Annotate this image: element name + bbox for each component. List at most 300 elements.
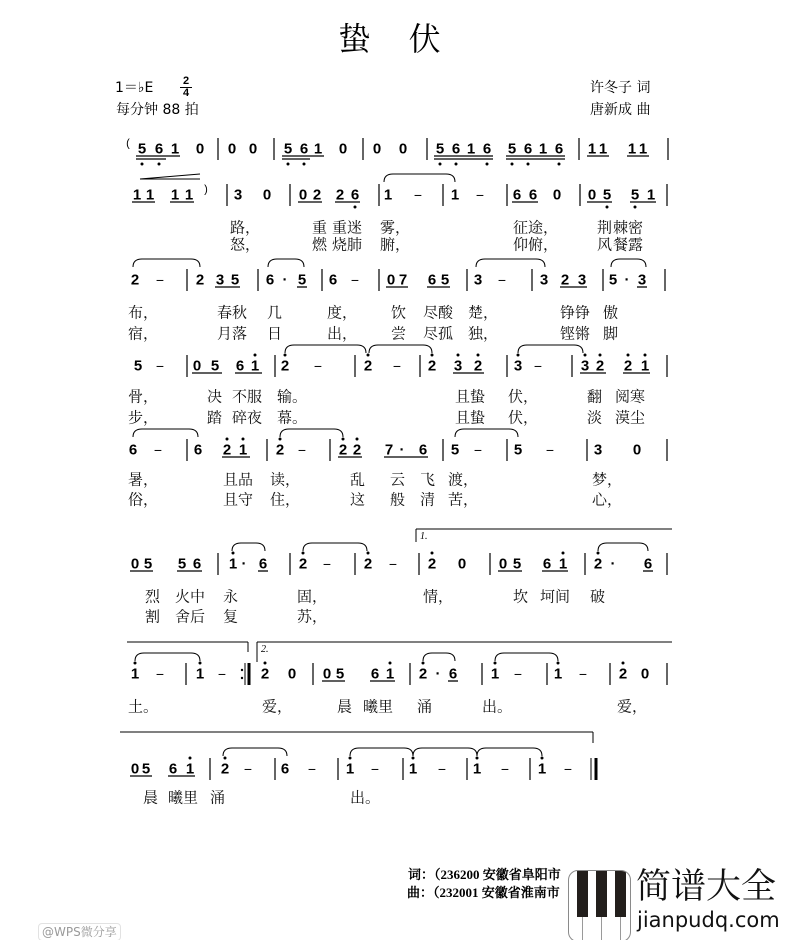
rest: 0 bbox=[632, 441, 642, 459]
slur-arc bbox=[133, 429, 198, 437]
lyric-verse-1: 爱， bbox=[617, 697, 648, 716]
duration-dash: − bbox=[475, 187, 485, 203]
high-octave-dot bbox=[134, 662, 137, 665]
lyric-verse-1: 荆 bbox=[597, 218, 613, 237]
lyric-verse-1: 且蛰 bbox=[455, 387, 486, 406]
note: 1 bbox=[238, 441, 248, 459]
tempo-marking: 每分钟 88 拍 bbox=[116, 102, 199, 118]
high-octave-dot bbox=[494, 662, 497, 665]
note: 6 bbox=[451, 140, 461, 158]
note: 1 bbox=[185, 760, 195, 778]
note: 7 bbox=[384, 441, 394, 459]
note: 6 bbox=[154, 140, 164, 158]
lyric-verse-1: 翻 bbox=[587, 387, 603, 406]
duration-dash: − bbox=[533, 358, 543, 374]
lyric-verse-1: 重迷 bbox=[332, 218, 363, 237]
high-octave-dot bbox=[367, 354, 370, 357]
rest: 0 bbox=[130, 760, 140, 778]
augmentation-dot: · bbox=[399, 441, 405, 459]
lyric-verse-2: 住， bbox=[270, 490, 301, 509]
rest: 0 bbox=[587, 186, 597, 204]
rest: 0 bbox=[130, 555, 140, 573]
note: 6 bbox=[523, 140, 533, 158]
lyric-verse-2: 苏， bbox=[297, 607, 328, 626]
note: 6 bbox=[265, 271, 275, 289]
time-signature bbox=[180, 76, 192, 99]
duration-dash: − bbox=[578, 666, 588, 682]
piano-keys-icon bbox=[568, 870, 631, 940]
duration-dash: − bbox=[370, 761, 380, 777]
note: 6 bbox=[554, 140, 564, 158]
lyric-verse-1: 渡， bbox=[448, 470, 479, 489]
low-octave-dot bbox=[455, 163, 458, 166]
note: 6 bbox=[328, 271, 338, 289]
note: 6 bbox=[482, 140, 492, 158]
lyric-verse-2: 尝 bbox=[391, 324, 407, 343]
high-octave-dot bbox=[254, 354, 257, 357]
duration-dash: − bbox=[413, 187, 423, 203]
note: 1 bbox=[383, 186, 393, 204]
high-octave-dot bbox=[584, 354, 587, 357]
high-octave-dot bbox=[517, 354, 520, 357]
note: 1 bbox=[313, 140, 323, 158]
volta-ending-label: 2. bbox=[261, 644, 269, 655]
high-octave-dot bbox=[232, 552, 235, 555]
note: 2 bbox=[427, 555, 437, 573]
note: 3 bbox=[233, 186, 243, 204]
note: 2 bbox=[595, 357, 605, 375]
note: 1 bbox=[627, 140, 637, 158]
song-title: 蛰 伏 bbox=[338, 20, 455, 58]
high-octave-dot bbox=[224, 757, 227, 760]
note: 1 bbox=[587, 140, 597, 158]
duration-dash: − bbox=[437, 761, 447, 777]
lyric-verse-2: 宿， bbox=[128, 324, 159, 343]
note: 3 bbox=[215, 271, 225, 289]
slur-arc bbox=[476, 259, 545, 267]
lyric-verse-1: 阅寒 bbox=[615, 387, 646, 406]
note: 2 bbox=[363, 357, 373, 375]
note: 2 bbox=[623, 357, 633, 375]
note: 5 bbox=[630, 186, 640, 204]
note: 1 bbox=[537, 760, 547, 778]
lyric-verse-2: 烧肺 bbox=[332, 235, 363, 254]
note: 1 bbox=[130, 665, 140, 683]
note: 3 bbox=[473, 271, 483, 289]
note: 5 bbox=[608, 271, 618, 289]
low-octave-dot bbox=[141, 163, 144, 166]
slur-arc bbox=[477, 748, 542, 756]
lyric-verse-1: 火中 bbox=[175, 587, 206, 606]
note: 1 bbox=[646, 186, 656, 204]
rest: 0 bbox=[457, 555, 467, 573]
high-octave-dot bbox=[541, 757, 544, 760]
low-octave-dot bbox=[439, 163, 442, 166]
lyric-verse-1: 且品 bbox=[223, 470, 254, 489]
lyric-verse-2: 苦， bbox=[448, 490, 479, 509]
repeat-dot bbox=[241, 669, 243, 671]
lyric-verse-1: 烈 bbox=[145, 587, 161, 606]
note: 1 bbox=[490, 665, 500, 683]
high-octave-dot bbox=[431, 354, 434, 357]
composer-credit: 唐新成 曲 bbox=[590, 102, 651, 118]
lyricist-address: 词：（236200 安徽省阜阳市 bbox=[408, 867, 561, 882]
high-octave-dot bbox=[356, 438, 359, 441]
note: 2 bbox=[418, 665, 428, 683]
duration-dash: − bbox=[217, 666, 227, 682]
duration-dash: − bbox=[350, 272, 360, 288]
rest: 0 bbox=[640, 665, 650, 683]
note: 6 bbox=[280, 760, 290, 778]
note: 6 bbox=[418, 441, 428, 459]
lyric-verse-2: 舍后 bbox=[175, 607, 206, 626]
note: 6 bbox=[193, 441, 203, 459]
lyric-verse-1: 傲 bbox=[603, 303, 619, 322]
lyric-verse-1: 坎 bbox=[513, 587, 529, 606]
lyric-verse-2: 且守 bbox=[223, 490, 254, 509]
lyric-verse-2: 俗， bbox=[128, 490, 159, 509]
duration-dash: − bbox=[297, 442, 307, 458]
slur-arc bbox=[598, 543, 648, 551]
lyric-verse-2: 餐露 bbox=[613, 235, 644, 254]
note: 6 bbox=[542, 555, 552, 573]
note: 1 bbox=[598, 140, 608, 158]
high-octave-dot bbox=[599, 354, 602, 357]
black-key bbox=[596, 871, 607, 917]
lyric-verse-1: 重 bbox=[312, 218, 328, 237]
lyric-verse-2: 仰俯， bbox=[513, 235, 559, 254]
high-octave-dot bbox=[644, 354, 647, 357]
lyric-verse-1: 几 bbox=[267, 303, 283, 322]
note: 5 bbox=[141, 760, 151, 778]
slur-arc bbox=[413, 748, 477, 756]
slur-arc bbox=[223, 748, 287, 756]
note: 3 bbox=[580, 357, 590, 375]
rest: 0 bbox=[386, 271, 396, 289]
high-octave-dot bbox=[597, 552, 600, 555]
lyric-verse-1: 出。 bbox=[350, 788, 381, 807]
note: 3 bbox=[453, 357, 463, 375]
slur-arc bbox=[285, 345, 366, 353]
high-octave-dot bbox=[476, 757, 479, 760]
high-octave-dot bbox=[189, 757, 192, 760]
lyric-verse-1: 破 bbox=[590, 587, 606, 606]
high-octave-dot bbox=[477, 354, 480, 357]
lyric-verse-1: 决 bbox=[207, 387, 223, 406]
note: 1 bbox=[385, 665, 395, 683]
repeat-dot bbox=[241, 677, 243, 679]
duration-dash: − bbox=[500, 761, 510, 777]
high-octave-dot bbox=[422, 662, 425, 665]
rest: 0 bbox=[552, 186, 562, 204]
lyric-verse-2: 复 bbox=[223, 607, 239, 626]
note: 1 bbox=[145, 186, 155, 204]
note: 2 bbox=[427, 357, 437, 375]
note: 1 bbox=[195, 665, 205, 683]
rest: 0 bbox=[287, 665, 297, 683]
slur-arc bbox=[135, 653, 200, 661]
lyric-verse-1: 涌 bbox=[210, 788, 226, 807]
lyric-verse-1: 固， bbox=[297, 587, 328, 606]
note: 7 bbox=[398, 271, 408, 289]
lyric-verse-1: 骨， bbox=[128, 387, 159, 406]
lyric-verse-1: 不服 bbox=[232, 387, 263, 406]
lyric-verse-1: 坷间 bbox=[540, 587, 571, 606]
note: 6 bbox=[128, 441, 138, 459]
time-signature-denominator: 4 bbox=[182, 87, 190, 99]
duration-dash: − bbox=[563, 761, 573, 777]
lyric-verse-2: 燃 bbox=[312, 235, 328, 254]
close-paren: ) bbox=[204, 183, 208, 196]
rest: 0 bbox=[248, 140, 258, 158]
high-octave-dot bbox=[302, 552, 305, 555]
high-octave-dot bbox=[342, 438, 345, 441]
high-octave-dot bbox=[284, 354, 287, 357]
note: 2 bbox=[260, 665, 270, 683]
high-octave-dot bbox=[279, 438, 282, 441]
note: 2 bbox=[560, 271, 570, 289]
high-octave-dot bbox=[557, 662, 560, 665]
high-octave-dot bbox=[242, 438, 245, 441]
lyric-verse-2: 幕。 bbox=[277, 408, 308, 427]
duration-dash: − bbox=[155, 272, 165, 288]
rest: 0 bbox=[192, 357, 202, 375]
note: 2 bbox=[593, 555, 603, 573]
duration-dash: − bbox=[388, 556, 398, 572]
slur-arc bbox=[268, 259, 304, 267]
low-octave-dot bbox=[606, 206, 609, 209]
lyric-verse-1: 暑， bbox=[128, 470, 159, 489]
key-divider bbox=[601, 917, 602, 940]
low-octave-dot bbox=[511, 163, 514, 166]
augmentation-dot: · bbox=[435, 665, 441, 683]
low-octave-dot bbox=[158, 163, 161, 166]
lyric-verse-2: 清 bbox=[420, 490, 436, 509]
duration-dash: − bbox=[243, 761, 253, 777]
rest: 0 bbox=[498, 555, 508, 573]
lyric-verse-1: 涌 bbox=[417, 697, 433, 716]
note: 3 bbox=[539, 271, 549, 289]
note: 6 bbox=[448, 665, 458, 683]
duration-dash: − bbox=[545, 442, 555, 458]
black-key bbox=[615, 871, 626, 917]
note: 3 bbox=[593, 441, 603, 459]
lyric-verse-1: 楚， bbox=[468, 303, 499, 322]
rest: 0 bbox=[372, 140, 382, 158]
duration-dash: − bbox=[155, 358, 165, 374]
rest: 0 bbox=[398, 140, 408, 158]
slur-arc bbox=[350, 748, 413, 756]
lyric-verse-2: 般 bbox=[390, 490, 406, 509]
slur-arc bbox=[303, 543, 367, 551]
lyric-verse-1: 路， bbox=[230, 218, 261, 237]
note: 1 bbox=[638, 140, 648, 158]
lyric-verse-1: 爱， bbox=[262, 697, 293, 716]
lyric-verse-2: 踏 bbox=[207, 408, 223, 427]
black-key bbox=[577, 871, 588, 917]
note: 1 bbox=[472, 760, 482, 778]
note: 5 bbox=[133, 357, 143, 375]
note: 1 bbox=[408, 760, 418, 778]
note: 6 bbox=[168, 760, 178, 778]
note: 1 bbox=[170, 186, 180, 204]
key-divider bbox=[582, 917, 583, 940]
note: 2 bbox=[352, 441, 362, 459]
time-signature-numerator: 2 bbox=[180, 76, 192, 88]
note: 5 bbox=[137, 140, 147, 158]
low-octave-dot bbox=[527, 163, 530, 166]
lyric-verse-2: 碎夜 bbox=[232, 408, 263, 427]
lyric-verse-2: 这 bbox=[350, 490, 366, 509]
note: 5 bbox=[435, 140, 445, 158]
rest: 0 bbox=[338, 140, 348, 158]
note: 2 bbox=[130, 271, 140, 289]
note: 1 bbox=[170, 140, 180, 158]
lyric-verse-1: 乱 bbox=[350, 470, 366, 489]
note: 1 bbox=[250, 357, 260, 375]
lyric-verse-1: 梦， bbox=[592, 470, 623, 489]
high-octave-dot bbox=[627, 354, 630, 357]
note: 3 bbox=[637, 271, 647, 289]
rest: 0 bbox=[227, 140, 237, 158]
note: 1 bbox=[184, 186, 194, 204]
key-divider bbox=[620, 917, 621, 940]
wps-watermark: @WPS微分享 bbox=[38, 923, 121, 940]
note: 2 bbox=[338, 441, 348, 459]
note: 1 bbox=[538, 140, 548, 158]
volta-ending-label: 1. bbox=[420, 531, 428, 542]
lyric-verse-2: 脚 bbox=[603, 324, 619, 343]
lyric-verse-2: 尽孤 bbox=[423, 324, 454, 343]
high-octave-dot bbox=[226, 438, 229, 441]
lyric-verse-1: 晨 bbox=[143, 788, 159, 807]
low-octave-dot bbox=[303, 163, 306, 166]
note: 5 bbox=[297, 271, 307, 289]
high-octave-dot bbox=[562, 552, 565, 555]
lyric-verse-2: 怒， bbox=[230, 235, 261, 254]
note: 1 bbox=[345, 760, 355, 778]
lyric-verse-2: 独， bbox=[468, 324, 499, 343]
high-octave-dot bbox=[389, 662, 392, 665]
duration-dash: − bbox=[313, 358, 323, 374]
note: 3 bbox=[577, 271, 587, 289]
note: 2 bbox=[335, 186, 345, 204]
duration-dash: − bbox=[155, 666, 165, 682]
rest: 0 bbox=[195, 140, 205, 158]
lyric-verse-1: 飞 bbox=[420, 470, 436, 489]
rest: 0 bbox=[322, 665, 332, 683]
note: 6 bbox=[370, 665, 380, 683]
lyric-verse-1: 土。 bbox=[128, 697, 159, 716]
lyric-verse-1: 出。 bbox=[482, 697, 513, 716]
slur-arc bbox=[518, 345, 583, 353]
note: 1 bbox=[228, 555, 238, 573]
augmentation-dot: · bbox=[610, 555, 616, 573]
slur-arc bbox=[369, 345, 432, 353]
low-octave-dot bbox=[486, 163, 489, 166]
lyric-verse-1: 度， bbox=[327, 303, 358, 322]
logo-name: 简谱大全 bbox=[636, 867, 777, 907]
note: 5 bbox=[513, 441, 523, 459]
low-octave-dot bbox=[354, 206, 357, 209]
slur-arc bbox=[280, 429, 343, 437]
note: 6 bbox=[512, 186, 522, 204]
high-octave-dot bbox=[412, 757, 415, 760]
note: 2 bbox=[298, 555, 308, 573]
note: 6 bbox=[427, 271, 437, 289]
lyricist-credit: 许冬子 词 bbox=[590, 80, 651, 96]
note: 2 bbox=[618, 665, 628, 683]
high-octave-dot bbox=[264, 662, 267, 665]
note: 2 bbox=[275, 441, 285, 459]
lyric-verse-1: 征途， bbox=[513, 218, 559, 237]
lyric-verse-1: 尽酸 bbox=[423, 303, 454, 322]
note: 2 bbox=[222, 441, 232, 459]
lyric-verse-1: 雾， bbox=[380, 218, 411, 237]
lyric-verse-2: 风 bbox=[597, 235, 613, 254]
lyric-verse-1: 棘密 bbox=[613, 218, 644, 237]
note: 2 bbox=[363, 555, 373, 573]
note: 5 bbox=[177, 555, 187, 573]
note: 6 bbox=[643, 555, 653, 573]
lyric-verse-1: 曦里 bbox=[168, 788, 199, 807]
lyric-verse-2: 且蛰 bbox=[455, 408, 486, 427]
crescendo-hairpin bbox=[140, 174, 200, 179]
note: 5 bbox=[512, 555, 522, 573]
augmentation-dot: · bbox=[624, 271, 630, 289]
slur-arc bbox=[455, 429, 518, 437]
lyric-verse-2: 漠尘 bbox=[615, 408, 646, 427]
duration-dash: − bbox=[513, 666, 523, 682]
lyric-verse-2: 月落 bbox=[217, 324, 248, 343]
note: 2 bbox=[473, 357, 483, 375]
note: 6 bbox=[258, 555, 268, 573]
high-octave-dot bbox=[622, 662, 625, 665]
high-octave-dot bbox=[431, 552, 434, 555]
duration-dash: − bbox=[307, 761, 317, 777]
logo-url: jianpudq.com bbox=[637, 908, 780, 932]
lyric-verse-1: 云 bbox=[390, 470, 406, 489]
lyric-verse-1: 伏， bbox=[508, 387, 539, 406]
lyric-verse-2: 伏， bbox=[508, 408, 539, 427]
low-octave-dot bbox=[287, 163, 290, 166]
note: 1 bbox=[466, 140, 476, 158]
lyric-verse-2: 腑， bbox=[380, 235, 411, 254]
note: 6 bbox=[528, 186, 538, 204]
lyric-verse-2: 铿锵 bbox=[560, 324, 591, 343]
slur-arc bbox=[133, 259, 200, 267]
note: 2 bbox=[195, 271, 205, 289]
high-octave-dot bbox=[457, 354, 460, 357]
high-octave-dot bbox=[349, 757, 352, 760]
note: 5 bbox=[507, 140, 517, 158]
lyric-verse-1: 饮 bbox=[391, 303, 407, 322]
lyric-verse-1: 铮铮 bbox=[560, 303, 591, 322]
note: 2 bbox=[280, 357, 290, 375]
rest: 0 bbox=[298, 186, 308, 204]
lyric-verse-1: 曦里 bbox=[363, 697, 394, 716]
note: 5 bbox=[602, 186, 612, 204]
rest: 0 bbox=[262, 186, 272, 204]
slur-arc bbox=[495, 653, 558, 661]
low-octave-dot bbox=[634, 206, 637, 209]
lyric-verse-1: 布， bbox=[128, 303, 159, 322]
note: 6 bbox=[192, 555, 202, 573]
note: 3 bbox=[513, 357, 523, 375]
note: 5 bbox=[440, 271, 450, 289]
duration-dash: − bbox=[322, 556, 332, 572]
duration-dash: − bbox=[497, 272, 507, 288]
